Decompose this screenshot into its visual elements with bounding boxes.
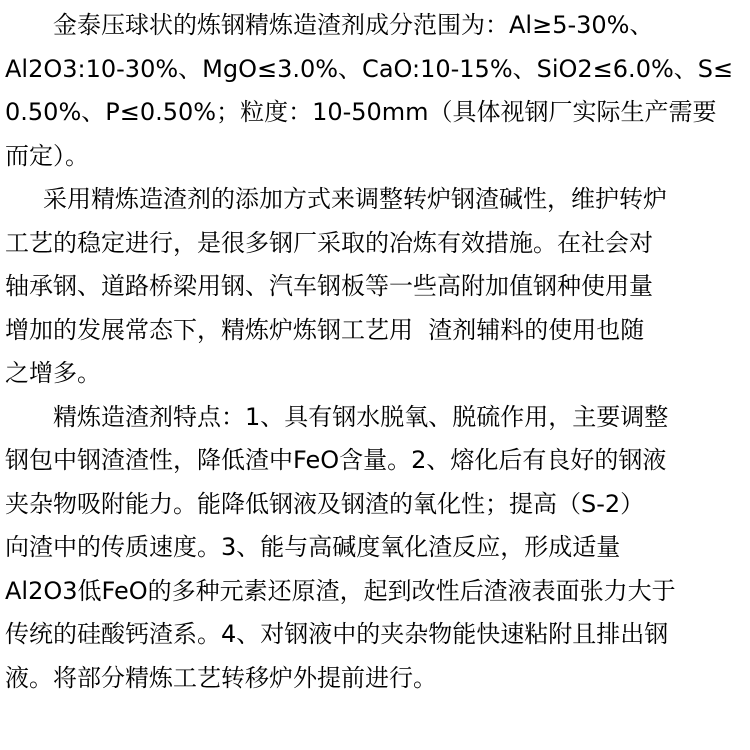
text-line: 向渣中的传质速度。3、能与高碱度氧化渣反应，形成适量 <box>5 533 621 561</box>
text-line: 金泰压球状的炼钢精炼造渣剂成分范围为：Al≥5-30%、 <box>53 11 654 39</box>
text-line: Al2O3低FeO的多种元素还原渣，起到改性后渣液表面张力大于 <box>5 576 676 605</box>
text-line: 夹杂物吸附能力。能降低钢液及钢渣的氧化性；提高（S-2） <box>5 489 645 518</box>
text-line: 增加的发展常态下，精炼炉炼钢工艺用 渣剂辅料的使用也随 <box>5 315 645 344</box>
text-line: 工艺的稳定进行，是很多钢厂采取的冶炼有效措施。在社会对 <box>5 228 653 257</box>
paragraph-composition <box>5 4 745 178</box>
text-line: Al2O3:10-30%、MgO≤3.0%、CaO:10-15%、SiO2≤6.0%、S≤ <box>5 54 734 83</box>
text-line: 采用精炼造渣剂的添加方式来调整转炉钢渣碱性，维护转炉 <box>43 185 667 213</box>
paragraph-application <box>5 178 745 396</box>
text-line: 之增多。 <box>5 359 101 387</box>
text-line: 而定）。 <box>5 141 89 170</box>
text-line: 0.50%、P≤0.50%；粒度：10-50mm（具体视钢厂实际生产需要 <box>5 98 717 126</box>
text-line: 液。将部分精炼工艺转移炉外提前进行。 <box>5 663 437 692</box>
text-line: 轴承钢、道路桥梁用钢、汽车钢板等一些高附加值钢种使用量 <box>5 272 653 300</box>
paragraph-features <box>5 396 745 701</box>
text-line: 传统的硅酸钙渣系。4、对钢液中的夹杂物能快速粘附且排出钢 <box>5 620 669 648</box>
text-line: 钢包中钢渣渣性，降低渣中FeO含量。2、熔化后有良好的钢液 <box>5 446 667 474</box>
document-body <box>5 4 745 700</box>
text-line: 精炼造渣剂特点：1、具有钢水脱氧、脱硫作用，主要调整 <box>53 402 669 431</box>
